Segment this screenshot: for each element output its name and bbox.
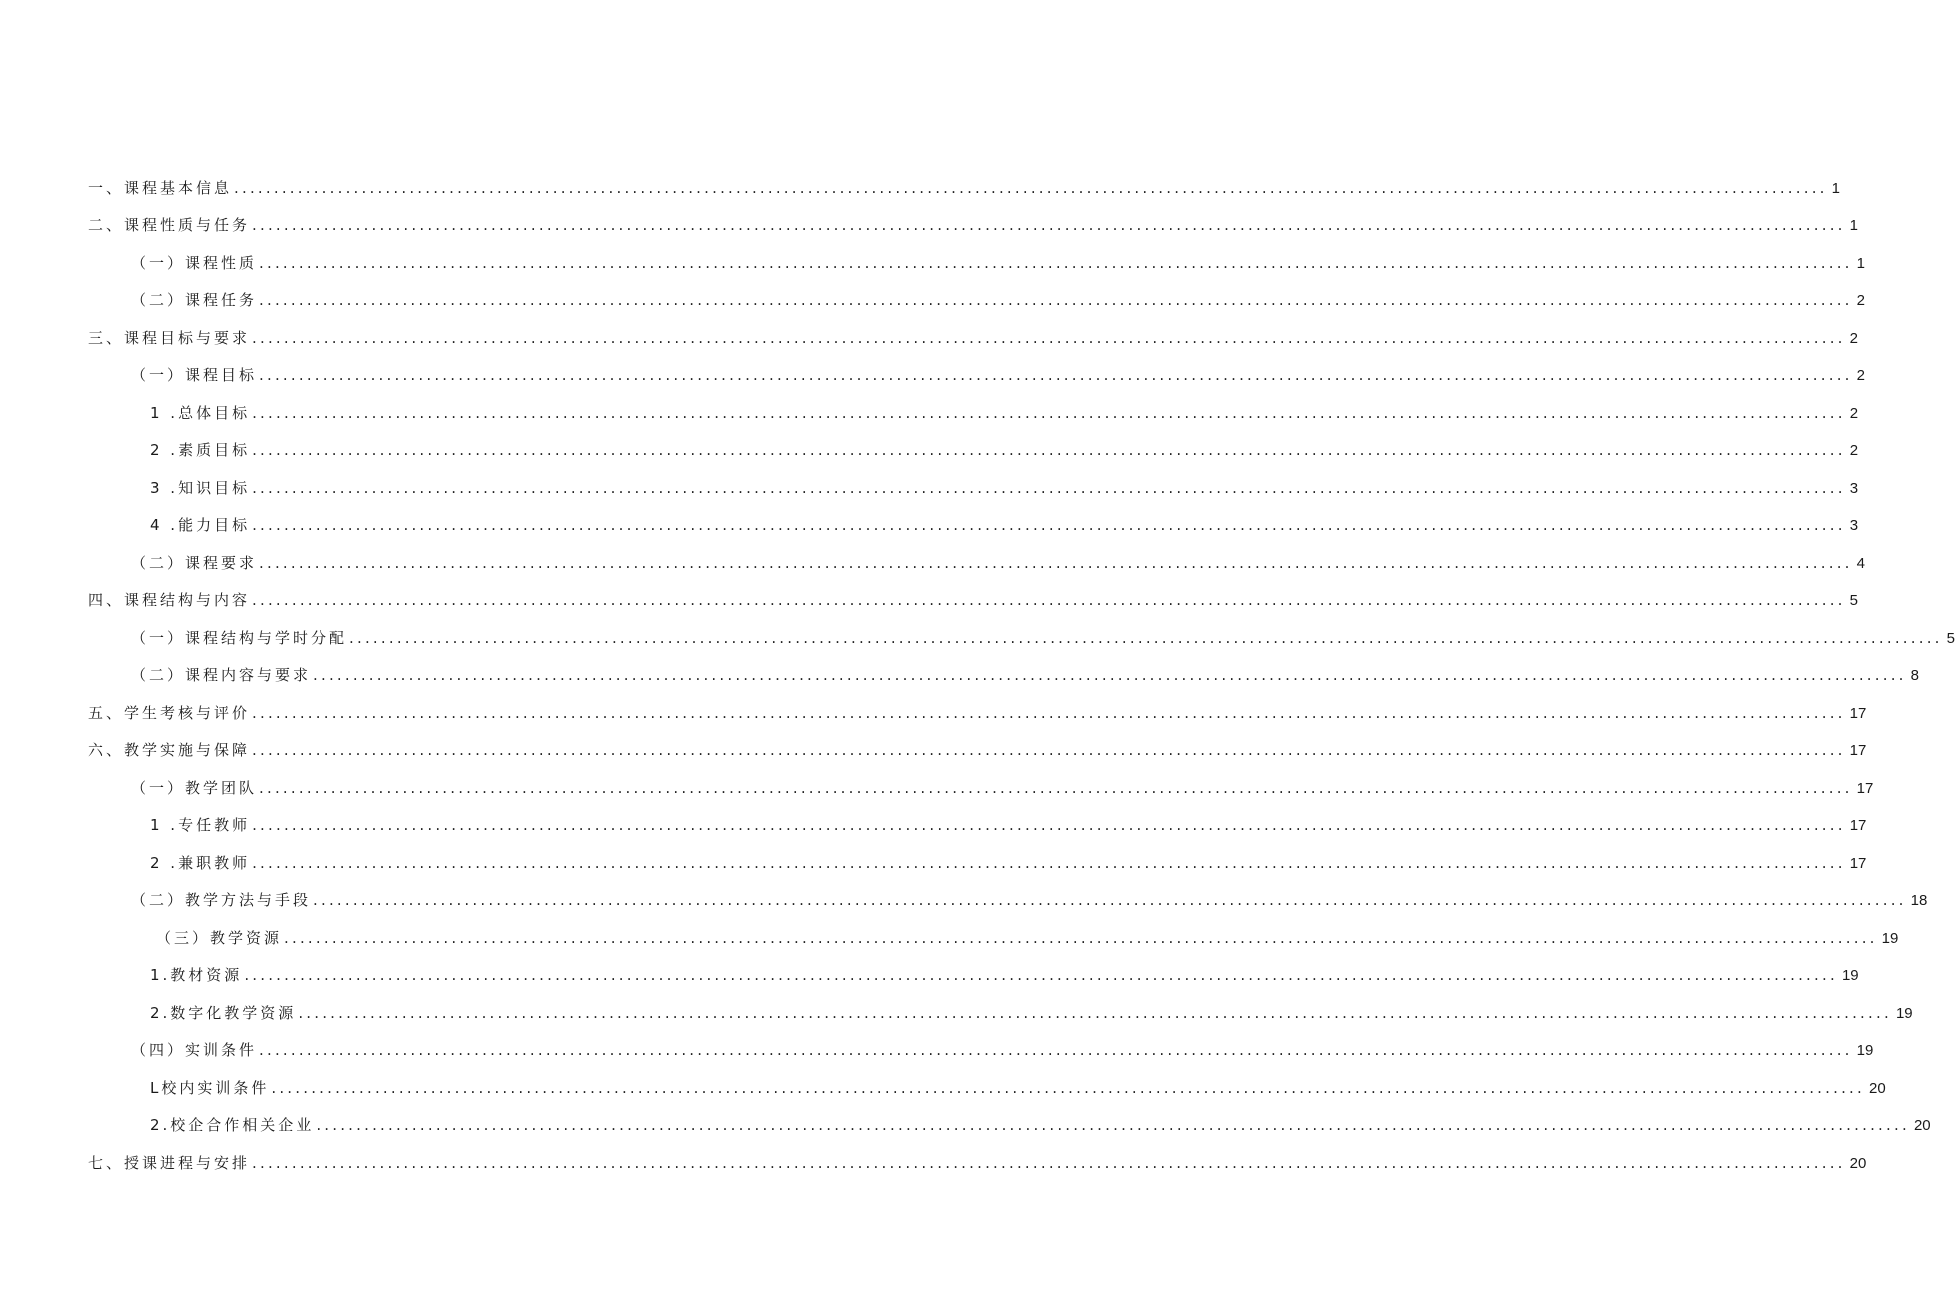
toc-entry-page: 19 — [1881, 930, 1899, 947]
toc-leader-dots: ........................................................................................................................................................................................................ — [252, 816, 1846, 834]
toc-entry-page: 3 — [1849, 480, 1859, 497]
toc-leader-dots: ........................................................................................................................................................................................................ — [284, 929, 1878, 947]
toc-entry[interactable] — [131, 1038, 1874, 1062]
toc-entry[interactable] — [131, 288, 1865, 312]
toc-entry[interactable] — [88, 701, 1867, 725]
toc-leader-dots: ........................................................................................................................................................................................................ — [259, 291, 1853, 309]
toc-entry-label: （一）教学团队 — [131, 779, 258, 797]
toc-entry-label: 四、课程结构与内容 — [88, 591, 251, 609]
toc-entry[interactable] — [88, 1151, 1867, 1175]
toc-entry[interactable] — [150, 1113, 1931, 1137]
toc-entry-page: 17 — [1849, 742, 1867, 759]
toc-leader-dots: ........................................................................................................................................................................................................ — [252, 1154, 1846, 1172]
toc-entry-label: 2.校企合作相关企业 — [150, 1116, 315, 1134]
toc-entry-label: （二）教学方法与手段 — [131, 891, 312, 909]
toc-entry[interactable] — [88, 213, 1858, 237]
toc-entry[interactable] — [131, 776, 1874, 800]
toc-entry-page: 18 — [1910, 892, 1928, 909]
toc-entry-page: 2 — [1856, 292, 1865, 309]
toc-entry-label: 二、课程性质与任务 — [88, 216, 251, 234]
toc-entry-page: 5 — [1849, 592, 1858, 609]
toc-leader-dots: ........................................................................................................................................................................................................ — [234, 179, 1828, 197]
toc-leader-dots: ........................................................................................................................................................................................................ — [252, 854, 1846, 872]
toc-leader-dots: ........................................................................................................................................................................................................ — [252, 479, 1846, 497]
toc-entry[interactable] — [131, 888, 1928, 912]
toc-entry-label: （一）课程性质 — [131, 254, 258, 272]
toc-entry-page: 3 — [1849, 517, 1859, 534]
toc-entry[interactable] — [131, 626, 1955, 650]
toc-entry-page: 5 — [1946, 630, 1955, 647]
toc-leader-dots: ........................................................................................................................................................................................................ — [252, 404, 1846, 422]
toc-entry[interactable] — [131, 251, 1865, 275]
toc-entry-page: 17 — [1849, 705, 1867, 722]
toc-leader-dots: ........................................................................................................................................................................................................ — [252, 441, 1846, 459]
toc-entry[interactable] — [131, 551, 1865, 575]
toc-entry[interactable] — [150, 401, 1859, 425]
toc-entry-label: 1 .专任教师 — [150, 816, 251, 834]
toc-entry-page: 19 — [1895, 1005, 1913, 1022]
toc-entry[interactable] — [88, 326, 1858, 350]
toc-entry-label: 2 .素质目标 — [150, 441, 251, 459]
toc-entry-label: L校内实训条件 — [150, 1079, 270, 1097]
toc-leader-dots: ........................................................................................................................................................................................................ — [259, 1041, 1853, 1059]
toc-leader-dots: ........................................................................................................................................................................................................ — [252, 216, 1846, 234]
toc-leader-dots: ........................................................................................................................................................................................................ — [252, 516, 1846, 534]
toc-leader-dots: ........................................................................................................................................................................................................ — [349, 629, 1943, 647]
toc-leader-dots: ........................................................................................................................................................................................................ — [252, 741, 1846, 759]
toc-leader-dots: ........................................................................................................................................................................................................ — [259, 554, 1853, 572]
toc-entry-page: 20 — [1913, 1117, 1931, 1134]
toc-entry-page: 2 — [1849, 405, 1859, 422]
toc-entry-label: 2 .兼职教师 — [150, 854, 251, 872]
toc-leader-dots: ........................................................................................................................................................................................................ — [271, 1079, 1865, 1097]
toc-entry-page: 1 — [1849, 217, 1858, 234]
toc-entry-page: 19 — [1856, 1042, 1874, 1059]
toc-leader-dots: ........................................................................................................................................................................................................ — [259, 254, 1853, 272]
toc-entry-label: 3 .知识目标 — [150, 479, 251, 497]
toc-entry-label: 1 .总体目标 — [150, 404, 251, 422]
toc-entry[interactable] — [156, 926, 1899, 950]
toc-leader-dots: ........................................................................................................................................................................................................ — [259, 366, 1853, 384]
toc-entry[interactable] — [150, 851, 1867, 875]
toc-entry-page: 17 — [1849, 855, 1867, 872]
toc-entry-page: 4 — [1856, 555, 1865, 572]
toc-entry-label: 4 .能力目标 — [150, 516, 251, 534]
toc-entry-label: 五、学生考核与评价 — [88, 704, 251, 722]
toc-entry-label: （二）课程任务 — [131, 291, 258, 309]
toc-entry-label: （一）课程目标 — [131, 366, 258, 384]
toc-entry[interactable] — [150, 438, 1859, 462]
toc-entry-label: 六、教学实施与保障 — [88, 741, 251, 759]
toc-leader-dots: ........................................................................................................................................................................................................ — [313, 666, 1907, 684]
toc-entry[interactable] — [150, 513, 1859, 537]
toc-leader-dots: ........................................................................................................................................................................................................ — [259, 779, 1853, 797]
toc-leader-dots: ........................................................................................................................................................................................................ — [252, 591, 1846, 609]
toc-leader-dots: ........................................................................................................................................................................................................ — [316, 1116, 1910, 1134]
toc-entry-label: 一、课程基本信息 — [88, 179, 233, 197]
toc-entry-label: （一）课程结构与学时分配 — [131, 629, 348, 647]
toc-entry-label: 三、课程目标与要求 — [88, 329, 251, 347]
toc-leader-dots: ........................................................................................................................................................................................................ — [298, 1004, 1892, 1022]
toc-entry-label: （四）实训条件 — [131, 1041, 258, 1059]
toc-leader-dots: ........................................................................................................................................................................................................ — [252, 704, 1846, 722]
toc-entry[interactable] — [131, 363, 1865, 387]
toc-entry[interactable] — [150, 813, 1867, 837]
toc-entry-label: 1.教材资源 — [150, 966, 243, 984]
toc-entry-page: 8 — [1910, 667, 1919, 684]
toc-leader-dots: ........................................................................................................................................................................................................ — [244, 966, 1838, 984]
toc-entry-page: 2 — [1856, 367, 1865, 384]
toc-entry-page: 2 — [1849, 330, 1858, 347]
toc-entry[interactable] — [88, 176, 1840, 200]
toc-entry-page: 20 — [1868, 1080, 1886, 1097]
toc-entry-label: （二）课程要求 — [131, 554, 258, 572]
toc-entry-label: 2.数字化教学资源 — [150, 1004, 297, 1022]
toc-entry-label: （二）课程内容与要求 — [131, 666, 312, 684]
toc-entry-page: 20 — [1849, 1155, 1867, 1172]
toc-leader-dots: ........................................................................................................................................................................................................ — [252, 329, 1846, 347]
toc-entry-label: （三）教学资源 — [156, 929, 283, 947]
toc-entry-label: 七、授课进程与安排 — [88, 1154, 251, 1172]
toc-entry-page: 17 — [1856, 780, 1874, 797]
toc-entry[interactable] — [150, 963, 1859, 987]
toc-entry[interactable] — [150, 1001, 1913, 1025]
toc-leader-dots: ........................................................................................................................................................................................................ — [313, 891, 1907, 909]
toc-entry-page: 1 — [1831, 180, 1840, 197]
toc-entry[interactable] — [88, 588, 1858, 612]
toc-entry[interactable] — [131, 663, 1919, 687]
toc-entry-page: 1 — [1856, 255, 1865, 272]
toc-entry[interactable] — [150, 1076, 1886, 1100]
toc-entry[interactable] — [88, 738, 1867, 762]
toc-entry-page: 2 — [1849, 442, 1859, 459]
toc-entry[interactable] — [150, 476, 1859, 500]
toc-entry-page: 19 — [1841, 967, 1859, 984]
toc-entry-page: 17 — [1849, 817, 1867, 834]
